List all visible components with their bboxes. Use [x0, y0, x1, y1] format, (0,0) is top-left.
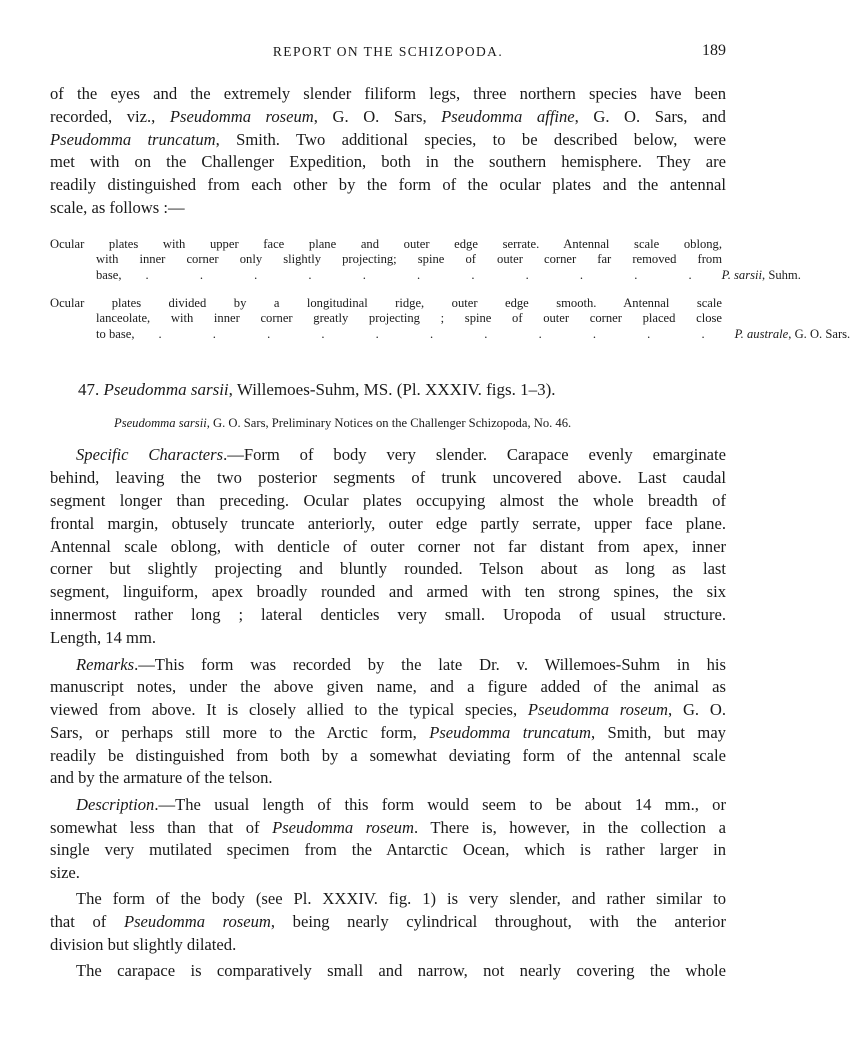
species-authority: , Willemoes-Suhm, MS. (Pl. XXXIV. figs. 1–3).	[228, 380, 556, 399]
specific-characters-line: Antennal scale oblong, with denticle of outer corner not far distant from apex, inner	[50, 537, 726, 556]
italic-term: Pseudomma truncatum	[429, 723, 591, 742]
italic-term: P. australe	[734, 327, 789, 341]
leader-dots: . . . . . . . . . . .	[158, 327, 729, 341]
key-line: Ocular plates with upper face plane and outer edge serrate. Antennal scale oblong,	[50, 237, 722, 251]
specific-characters-line: Length, 14 mm.	[50, 628, 157, 647]
remarks-line: readily be distinguished from both by a somewhat deviating form of the antennal scale	[50, 746, 726, 765]
description-line: Description.—The usual length of this form would seem to be about 14 mm., or	[76, 795, 726, 814]
carapace-line: The carapace is comparatively small and narrow, not nearly covering the whole	[76, 961, 726, 980]
italic-term: P. sarsii	[721, 268, 763, 282]
key-entry-end	[96, 268, 801, 283]
key-last-word: base,	[96, 268, 122, 282]
description-line: size.	[50, 863, 80, 882]
key-result: P. sarsii, Suhm.	[721, 268, 801, 282]
italic-term: Remarks	[76, 655, 135, 674]
description-line: somewhat less than that of Pseudomma roseum. There is, however, in the collection a	[50, 818, 726, 837]
synonymy-line: Pseudomma sarsii, G. O. Sars, Preliminary Notices on the Challenger Schizopoda, No. 46.	[114, 416, 572, 430]
specific-characters-line: segment, linguiform, apex broadly rounded and armed with ten strong spines, the six	[50, 582, 726, 601]
remarks-line: Sars, or perhaps still more to the Arctic form, Pseudomma truncatum, Smith, but may	[50, 723, 726, 742]
italic-term: Pseudomma truncatum	[50, 130, 216, 149]
italic-term: Pseudomma sarsii	[114, 416, 207, 430]
intro-line: readily distinguished from each other by the form of the ocular plates and the antennal	[50, 175, 726, 194]
intro-line: scale, as follows :—	[50, 198, 185, 217]
key-entry-end	[96, 327, 850, 342]
description-line: single very mutilated specimen from the Antarctic Ocean, which is rather larger in	[50, 840, 726, 859]
italic-term: Pseudomma roseum	[272, 818, 414, 837]
intro-line: of the eyes and the extremely slender filiform legs, three northern species have been	[50, 84, 726, 103]
specific-characters-line: innermost rather long ; lateral denticles very small. Uropoda of usual structure.	[50, 605, 726, 624]
body-form-line: division but slightly dilated.	[50, 935, 237, 954]
intro-line: Pseudomma truncatum, Smith. Two additional species, to be described below, were	[50, 130, 726, 149]
intro-line: met with on the Challenger Expedition, both in the southern hemisphere. They are	[50, 152, 726, 171]
remarks-line: and by the armature of the telson.	[50, 768, 273, 787]
remarks-line: manuscript notes, under the above given name, and a figure added of the animal as	[50, 677, 726, 696]
remarks-line: viewed from above. It is closely allied to the typical species, Pseudomma roseum, G. O.	[50, 700, 726, 719]
italic-term: Specific Characters	[76, 445, 224, 464]
specific-characters-line: behind, leaving the two posterior segments of trunk uncovered above. Last caudal	[50, 468, 726, 487]
italic-term: Description	[76, 795, 155, 814]
remarks-line: Remarks.—This form was recorded by the late Dr. v. Willemoes-Suhm in his	[76, 655, 726, 674]
italic-term: Pseudomma affine	[441, 107, 575, 126]
specific-characters-line: frontal margin, obtusely truncate anteriorly, outer edge partly serrate, upper face plane.	[50, 514, 726, 533]
body-form-line: The form of the body (see Pl. XXXIV. fig. 1) is very slender, and rather similar to	[76, 889, 726, 908]
leader-dots: . . . . . . . . . . .	[145, 268, 716, 282]
key-line: lanceolate, with inner corner greatly projecting ; spine of outer corner placed close	[96, 311, 722, 325]
page-number: 189	[702, 42, 726, 59]
specific-characters-line: corner but slightly projecting and bluntly rounded. Telson about as long as last	[50, 559, 726, 578]
intro-line: recorded, viz., Pseudomma roseum, G. O. Sars, Pseudomma affine, G. O. Sars, and	[50, 107, 726, 126]
specific-characters-line: Specific Characters.—Form of body very slender. Carapace evenly emarginate	[76, 445, 727, 464]
page-header	[0, 44, 776, 64]
running-head: REPORT ON THE SCHIZOPODA.	[272, 44, 504, 59]
specific-characters-line: segment longer than preceding. Ocular plates occupying almost the whole breadth of	[50, 491, 726, 510]
species-name: Pseudomma sarsii	[103, 380, 229, 399]
species-number: 47.	[78, 380, 100, 399]
italic-term: Pseudomma roseum	[527, 700, 669, 719]
species-heading	[78, 380, 556, 400]
italic-term: Pseudomma roseum	[123, 912, 271, 931]
key-line: Ocular plates divided by a longitudinal ridge, outer edge smooth. Antennal scale	[50, 296, 722, 310]
key-line: with inner corner only slightly projecting; spine of outer corner far removed from	[96, 252, 722, 266]
key-result: P. australe, G. O. Sars.	[734, 327, 850, 341]
key-last-word: to base,	[96, 327, 135, 341]
body-form-line: that of Pseudomma roseum, being nearly cylindrical throughout, with the anterior	[50, 912, 726, 931]
italic-term: Pseudomma roseum	[169, 107, 314, 126]
